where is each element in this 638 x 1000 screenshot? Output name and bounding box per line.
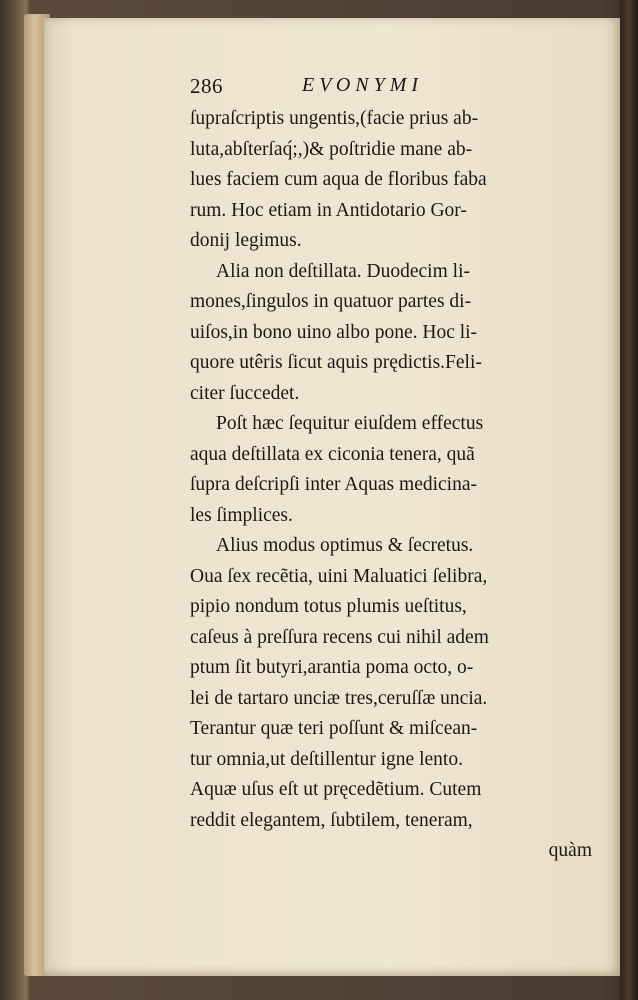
page-number: 286: [190, 74, 223, 98]
text-line-content: Alia non deſtillata. Duodecim li-: [216, 260, 470, 282]
text-line-content: quore utêris ſicut aquis prędictis.Feli-: [190, 352, 482, 373]
text-line: [190, 379, 592, 410]
text-line: [190, 135, 592, 166]
text-line-content: ſupra deſcripſi inter Aquas medicina-: [190, 474, 477, 495]
text-line: [190, 592, 592, 623]
text-line: [190, 531, 592, 562]
text-line: [190, 775, 592, 806]
text-line-content: quàm: [548, 840, 592, 861]
text-line: [190, 623, 592, 654]
text-line-content: luta,abſterſaq́;,)& poſtridie mane ab-: [190, 138, 473, 160]
text-line: [190, 440, 592, 471]
text-line: [190, 501, 592, 532]
text-line: [190, 562, 592, 593]
text-line-content: uiſos,in bono uino albo pone. Hoc li-: [190, 321, 478, 343]
text-line: [190, 409, 592, 440]
text-line-content: Aquæ uſus eſt ut pręcedẽtium. Cutem: [190, 779, 482, 800]
text-line: [190, 745, 592, 776]
text-line-content: donij legimus.: [190, 230, 302, 251]
body-text: [190, 104, 592, 867]
text-line: [190, 348, 592, 379]
text-line: [190, 196, 592, 227]
text-line: [190, 104, 592, 135]
text-line-content: tur omnia,ut deſtillentur igne lento.: [190, 748, 463, 770]
text-line-content: reddit elegantem, ſubtilem, teneram,: [190, 809, 473, 831]
text-line: [190, 257, 592, 288]
text-line-content: ptum ſit butyri,arantia poma octo, o-: [190, 657, 474, 678]
text-line: [190, 287, 592, 318]
text-line: [190, 684, 592, 715]
running-title: EVONYMI: [302, 74, 424, 96]
text-line-content: aqua deſtillata ex ciconia tenera, quã: [190, 443, 475, 465]
page-header: [190, 74, 590, 100]
text-line: [190, 836, 592, 867]
text-line-content: Alius modus optimus & ſecretus.: [216, 535, 474, 556]
text-line-content: les ſimplices.: [190, 504, 293, 526]
text-line-content: Oua ſex recẽtia, uini Maluatici ſelibra,: [190, 565, 488, 587]
text-line-content: mones,ſingulos in quatuor partes di-: [190, 291, 472, 312]
text-line-content: Terantur quæ teri poſſunt & miſcean-: [190, 718, 478, 739]
text-line: [190, 806, 592, 837]
text-line-content: lues faciem cum aqua de floribus faba: [190, 169, 487, 190]
text-line-content: pipio nondum totus plumis ueſtitus,: [190, 596, 467, 617]
book-cover-edge: [620, 0, 638, 1000]
text-line-content: citer ſuccedet.: [190, 382, 300, 404]
text-line-content: Poſt hæc ſequitur eiuſdem effectus: [216, 413, 484, 434]
text-line: [190, 470, 592, 501]
text-line-content: ſupraſcriptis ungentis,(facie prius ab-: [190, 108, 479, 129]
text-line-content: rum. Hoc etiam in Antidotario Gor-: [190, 199, 467, 221]
text-line: [190, 714, 592, 745]
text-line: [190, 165, 592, 196]
text-line-content: lei de tartaro unciæ tres,ceruſſæ uncia.: [190, 687, 488, 709]
text-line-content: caſeus à preſſura recens cui nihil adem: [190, 626, 489, 648]
text-line: [190, 318, 592, 349]
text-line: [190, 653, 592, 684]
text-line: [190, 226, 592, 257]
